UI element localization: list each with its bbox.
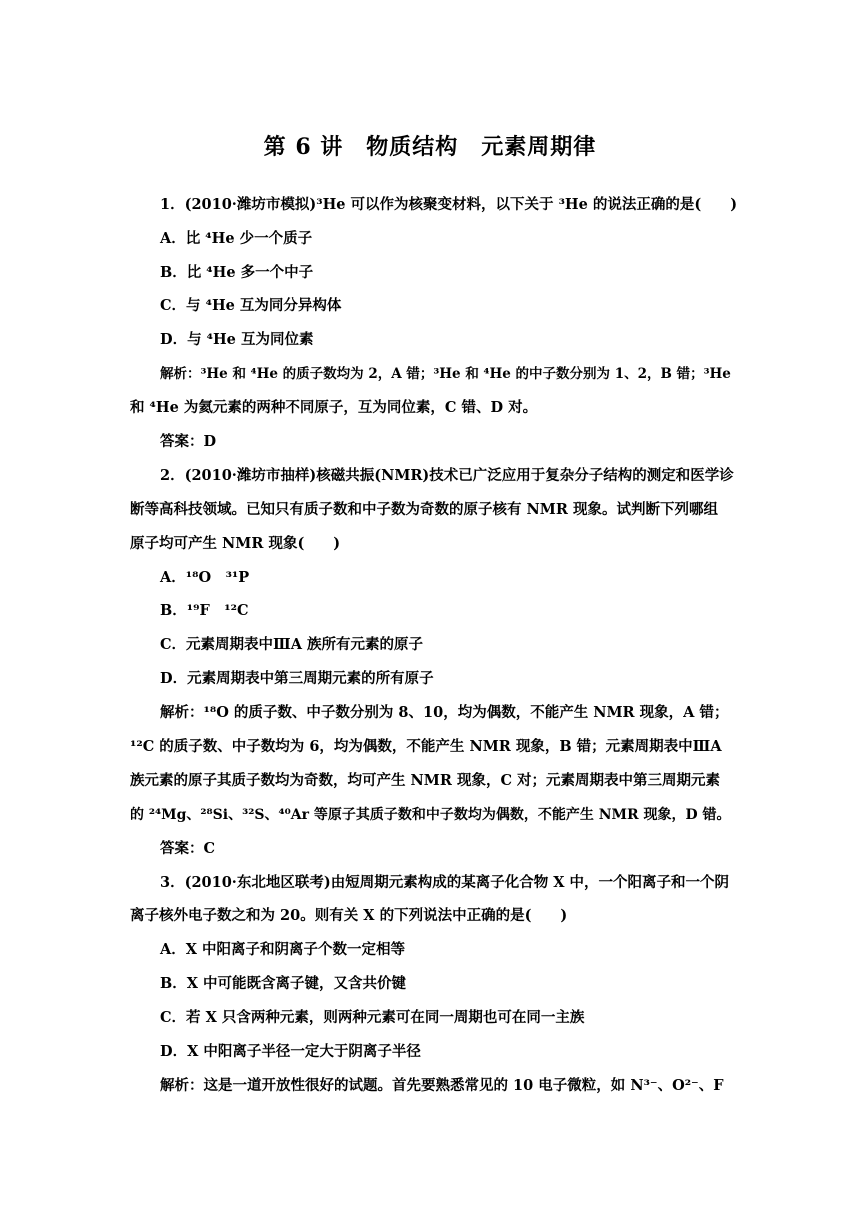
analysis-line: 的 ²⁴Mg、²⁸Si、³²S、⁴⁰Ar 等原子其质子数和中子数均为偶数，不能产生 NMR 现象，D 错。 xyxy=(130,807,731,823)
question-2-stem: 断等高科技领域。已知只有质子数和中子数为奇数的原子核有 NMR 现象。试判断下列哪组 xyxy=(130,501,718,518)
question-3-stem: 离子核外电子数之和为 20。则有关 X 的下列说法中正确的是( ) xyxy=(130,907,568,924)
option-a: A．X 中阳离子和阴离子个数一定相等 xyxy=(160,941,406,958)
option-a: A．¹⁸O ³¹P xyxy=(160,569,250,586)
question-1-stem: 1．(2010·潍坊市模拟)³He 可以作为核聚变材料，以下关于 ³He 的说法正确的是( ) xyxy=(160,196,738,213)
option-a: A．比 ⁴He 少一个质子 xyxy=(160,230,313,247)
option-b: B．¹⁹F ¹²C xyxy=(160,602,249,619)
question-2-stem: 原子均可产生 NMR 现象( ) xyxy=(130,535,341,552)
analysis-line: 族元素的原子其质子数均为奇数，均可产生 NMR 现象，C 对；元素周期表中第三周期元素 xyxy=(130,772,721,789)
answer: 答案：C xyxy=(160,840,216,857)
option-c: C．元素周期表中ⅢA 族所有元素的原子 xyxy=(160,636,423,653)
analysis-line: 解析：¹⁸O 的质子数、中子数分别为 8、10，均为偶数，不能产生 NMR 现象，A 错； xyxy=(160,704,729,721)
option-d: D．元素周期表中第三周期元素的所有原子 xyxy=(160,670,434,687)
analysis-line: 和 ⁴He 为氦元素的两种不同原子，互为同位素，C 错、D 对。 xyxy=(130,399,538,416)
page-title: 第 6 讲 物质结构 元素周期律 xyxy=(263,134,597,160)
option-b: B．比 ⁴He 多一个中子 xyxy=(160,264,314,281)
option-d: D．与 ⁴He 互为同位素 xyxy=(160,331,314,348)
option-d: D．X 中阳离子半径一定大于阴离子半径 xyxy=(160,1043,421,1060)
analysis-line: 解析：这是一道开放性很好的试题。首先要熟悉常见的 10 电子微粒，如 N³⁻、O²⁻、F xyxy=(160,1077,724,1094)
option-c: C．与 ⁴He 互为同分异构体 xyxy=(160,297,342,314)
option-b: B．X 中可能既含离子键，又含共价键 xyxy=(160,975,407,992)
question-2-stem: 2．(2010·潍坊市抽样)核磁共振(NMR)技术已广泛应用于复杂分子结构的测定和医学诊 xyxy=(160,467,734,484)
analysis-line: 解析：³He 和 ⁴He 的质子数均为 2，A 错；³He 和 ⁴He 的中子数分别为 1、2，B 错；³He xyxy=(160,366,731,382)
option-c: C．若 X 只含两种元素，则两种元素可在同一周期也可在同一主族 xyxy=(160,1009,585,1026)
analysis-line: ¹²C 的质子数、中子数均为 6，均为偶数，不能产生 NMR 现象，B 错；元素周期表中ⅢA xyxy=(130,738,722,755)
question-3-stem: 3．(2010·东北地区联考)由短周期元素构成的某离子化合物 X 中，一个阳离子和一个阴 xyxy=(160,874,730,891)
answer: 答案：D xyxy=(160,433,217,450)
